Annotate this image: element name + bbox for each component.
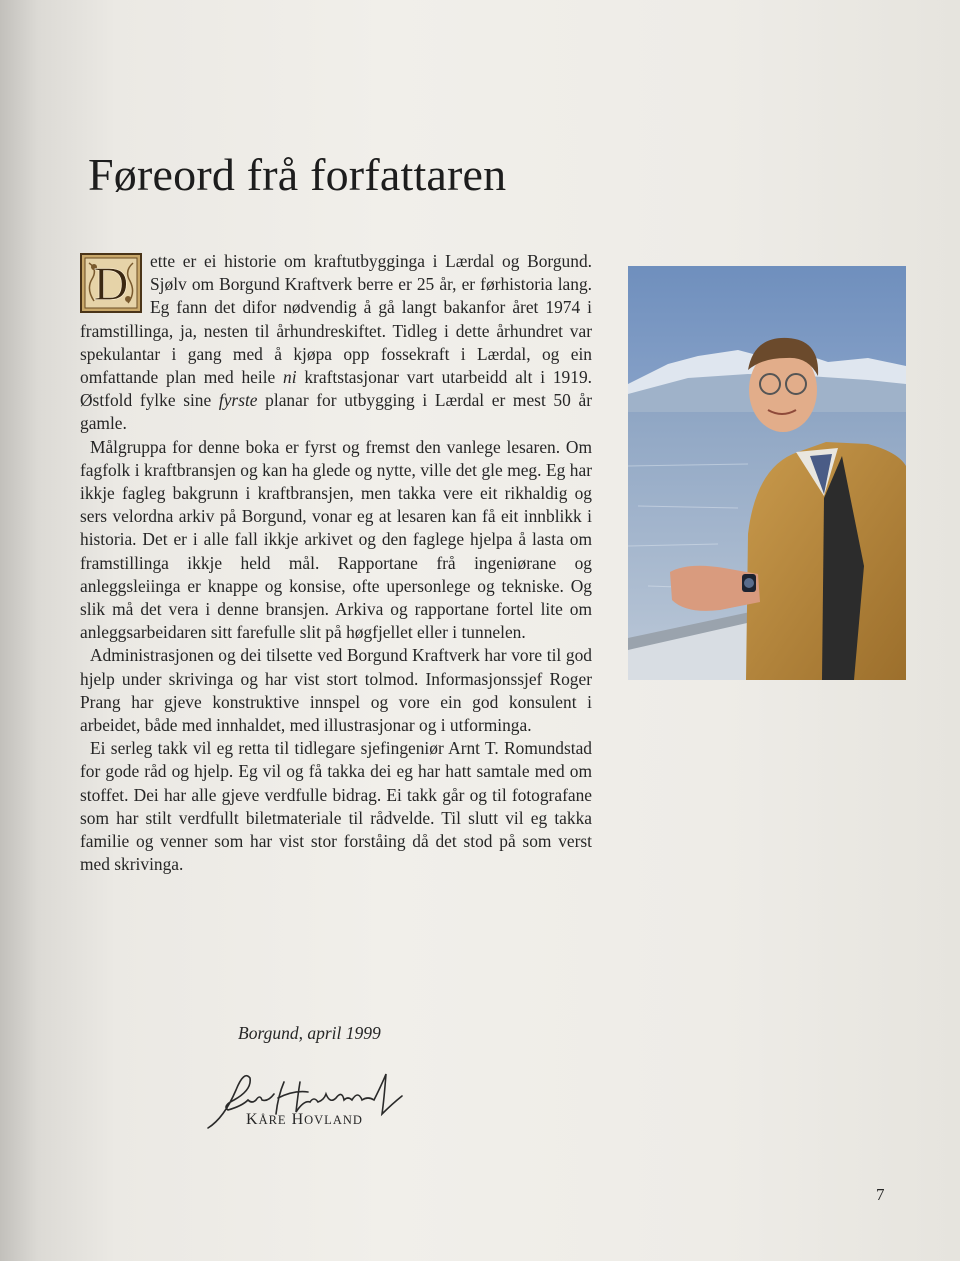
author-photo	[628, 266, 906, 680]
paragraph-1-part-3: planar for utbygging i Lærdal er mest 50 år gamle.	[80, 390, 592, 434]
paragraph-1	[80, 250, 592, 436]
dropcap-letter: D	[93, 258, 129, 311]
paragraph-4: Ei serleg takk vil eg retta til tidlegare sjefingeniør Arnt T. Romundstad for gode råd og hjelp. Eg vil og få takka dei eg har hatt samtale med om stoffet. Dei har alle gjeve verdfulle bidrag. Ei takk går og til fotografane som har stilt verdfullt biletmateriale til rådvelde. Til slutt vil eg takka familie og venner som har vist stor forståing då det stod på som verst med skrivinga.	[80, 738, 592, 875]
paragraph-3: Administrasjonen og dei tilsette ved Borgund Kraftverk har vore til god hjelp under skrivinga og har vist stort tolmod. Informasjonssjef Roger Prang har gjeve konstruktive innspel og vore ein god konsulent i arbeidet, både med innhaldet, med illustrasjonar og i utforminga.	[80, 645, 592, 736]
emphasis-ni: ni	[283, 367, 297, 388]
signoff-place-date: Borgund, april 1999	[238, 1023, 381, 1043]
preface-body	[80, 250, 592, 876]
ornamental-dropcap-d	[80, 253, 142, 313]
paragraph-1-part-1: ette er ei historie om kraftutbygginga i Lærdal og Borgund. Sjølv om Borgund Kraftverk berre er 25 år, er førhistoria lang. Eg fann det difor nødvendig å gå langt bakanfor året 1974 i framstillinga, ja, nesten til århundreskiftet. Tidleg i dette århundret var spekulantar i gang med å kjøpa opp fossekraft i Lærdal, og ein omfattande plan med heile	[80, 251, 592, 388]
emphasis-fyrste: fyrste	[218, 390, 258, 411]
page-number: 7	[876, 1185, 885, 1204]
author-name: KÅRE HOVLAND	[246, 1111, 363, 1128]
paragraph-2: Målgruppa for denne boka er fyrst og fremst den vanlege lesaren. Om fagfolk i kraftbransjen og kan ha glede og nytte, ville det gle meg. Eg har ikkje fagleg bakgrunn i kraftbransjen, men takka vere eit rikhaldig og sers velordna arkiv på Borgund, vonar eg at lesaren kan få eit innblikk i historia. Det er i alle fall ikkje arkivet og den faglege hjelpa å lasta om framstillinga ikkje held mål. Rapportane frå ingeniørane og anleggsleiinga er knappe og konsise, ofte upersonlege og tekniske. Og slik må det vera i denne bransjen. Arkiva og rapportane fortel lite om anleggsarbeidaren sitt farefulle slit på høgfjellet eller i tunnelen.	[80, 436, 592, 643]
page-title: Føreord frå forfattaren	[88, 149, 507, 200]
paragraph-1-part-2: kraftstasjonar vart utarbeidd alt i 1919. Østfold fylke sine	[80, 367, 592, 411]
